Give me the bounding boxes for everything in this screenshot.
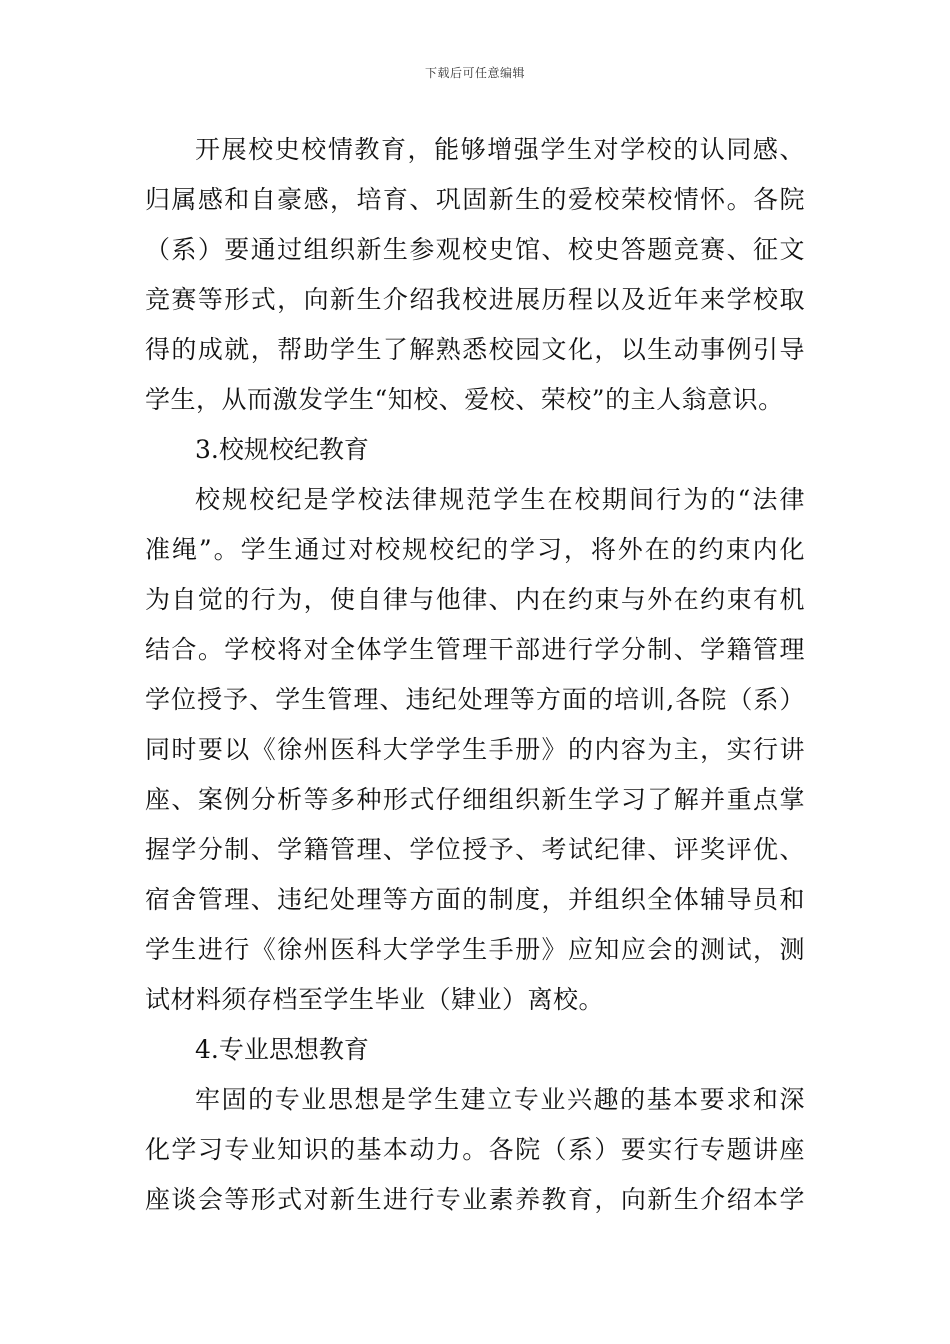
text-line: 学生进行《徐州医科大学学生手册》应知应会的测试，测 (145, 935, 805, 964)
page-header: 下载后可任意编辑 (424, 66, 525, 80)
text-line: 学生，从而激发学生“知校、爱校、荣校”的主人翁意识。 (145, 385, 784, 414)
text-line: 为自觉的行为，使自律与他律、内在约束与外在约束有机 (145, 585, 805, 614)
section-heading-rules: 3.校规校纪教育 (195, 435, 369, 464)
paragraph-rules (145, 475, 805, 1025)
text-line: 学位授予、学生管理、违纪处理等方面的培训,各院（系） (145, 685, 805, 714)
text-line: 归属感和自豪感，培育、巩固新生的爱校荣校情怀。各院 (145, 185, 805, 214)
text-line: 座、案例分析等多种形式仔细组织新生学习了解并重点掌 (145, 785, 805, 814)
document-body (145, 125, 805, 1225)
text-line: 同时要以《徐州医科大学学生手册》的内容为主，实行讲 (145, 735, 805, 764)
text-line: 牢固的专业思想是学生建立专业兴趣的基本要求和深 (195, 1085, 805, 1114)
text-line: 结合。学校将对全体学生管理干部进行学分制、学籍管理 (145, 635, 805, 664)
text-line: 宿舍管理、违纪处理等方面的制度，并组织全体辅导员和 (145, 885, 805, 914)
text-line: 竞赛等形式，向新生介绍我校进展历程以及近年来学校取 (145, 285, 805, 314)
text-line: 座谈会等形式对新生进行专业素养教育，向新生介绍本学 (145, 1185, 805, 1214)
text-line: 开展校史校情教育，能够增强学生对学校的认同感、 (195, 135, 805, 164)
text-line: 准绳”。学生通过对校规校纪的学习，将外在的约束内化 (145, 535, 805, 564)
section-heading-major: 4.专业思想教育 (195, 1035, 369, 1064)
text-line: （系）要通过组织新生参观校史馆、校史答题竞赛、征文 (145, 235, 805, 264)
text-line: 化学习专业知识的基本动力。各院（系）要实行专题讲座 (145, 1135, 805, 1164)
text-line: 试材料须存档至学生毕业（肄业）离校。 (145, 985, 605, 1014)
paragraph-major (145, 1075, 805, 1225)
text-line: 校规校纪是学校法律规范学生在校期间行为的“法律 (195, 485, 805, 514)
paragraph-school-history (145, 125, 805, 425)
text-line: 握学分制、学籍管理、学位授予、考试纪律、评奖评优、 (145, 835, 805, 864)
text-line: 得的成就，帮助学生了解熟悉校园文化，以生动事例引导 (145, 335, 805, 364)
